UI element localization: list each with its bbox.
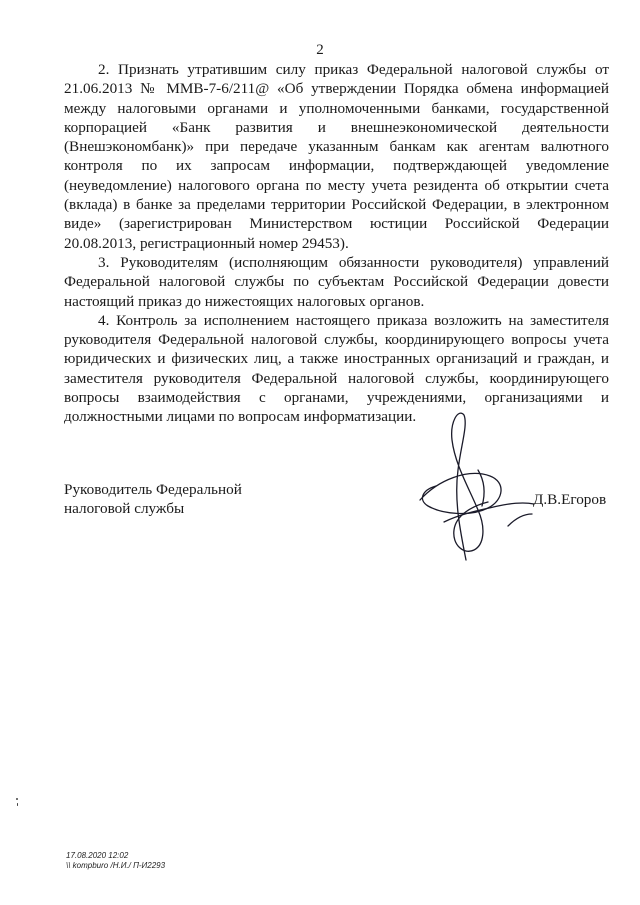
footer-stamp [66, 851, 165, 871]
signer-title-line-1: Руководитель Федеральной [64, 481, 242, 498]
signer-title-line-2: налоговой службы [64, 500, 185, 518]
page-number: 2 [316, 42, 324, 58]
paragraph-3: 3. Руководителям (исполняющим обязанности руководителя) управлений Федеральной налоговой службы по субъектам Российской Федерации довести настоящий приказ до нижестоящих налоговых органов. [64, 253, 609, 310]
scan-speck [16, 798, 18, 800]
footer-ref: \\ kompburo /Н.И./ П-И2293 [66, 861, 166, 870]
paragraph-4: 4. Контроль за исполнением настоящего приказа возложить на заместителя руководителя Федеральной налоговой службы, координирующего вопросы учета юридических и физических лиц, а также иностранных организаций и граждан, и заместителя руководителя Федеральной налоговой службы, координирующего вопросы взаимодействия с органами, учреждениями, организациями и должностными лицами по вопросам информатизации. [64, 311, 609, 426]
handwritten-signature [408, 410, 548, 570]
footer-date: 17.08.2020 12:02 [66, 851, 129, 860]
signer-name: Д.В.Егоров [533, 491, 607, 508]
document-body [64, 60, 609, 427]
scan-speck [17, 803, 18, 806]
paragraph-2: 2. Признать утратившим силу приказ Федеральной налоговой службы от 21.06.2013 № ММВ-7-6/211@ «Об утверждении Порядка обмена информацией между налоговыми органами и уполномоченными банками, государственной корпорацией «Банк развития и внешнеэкономической деятельности (Внешэкономбанк)» при передаче указанным банкам как агентам валютного контроля по их запросам информации, подтверждающей уведомление (неуведомление) налогового органа по месту учета резидента об открытии счета (вклада) в банке за пределами территории Российской Федерации, в электронном виде» (зарегистрирован Министерством юстиции Российской Федерации 20.08.2013, регистрационный номер 29453). [64, 61, 609, 252]
signer-title [64, 480, 242, 519]
